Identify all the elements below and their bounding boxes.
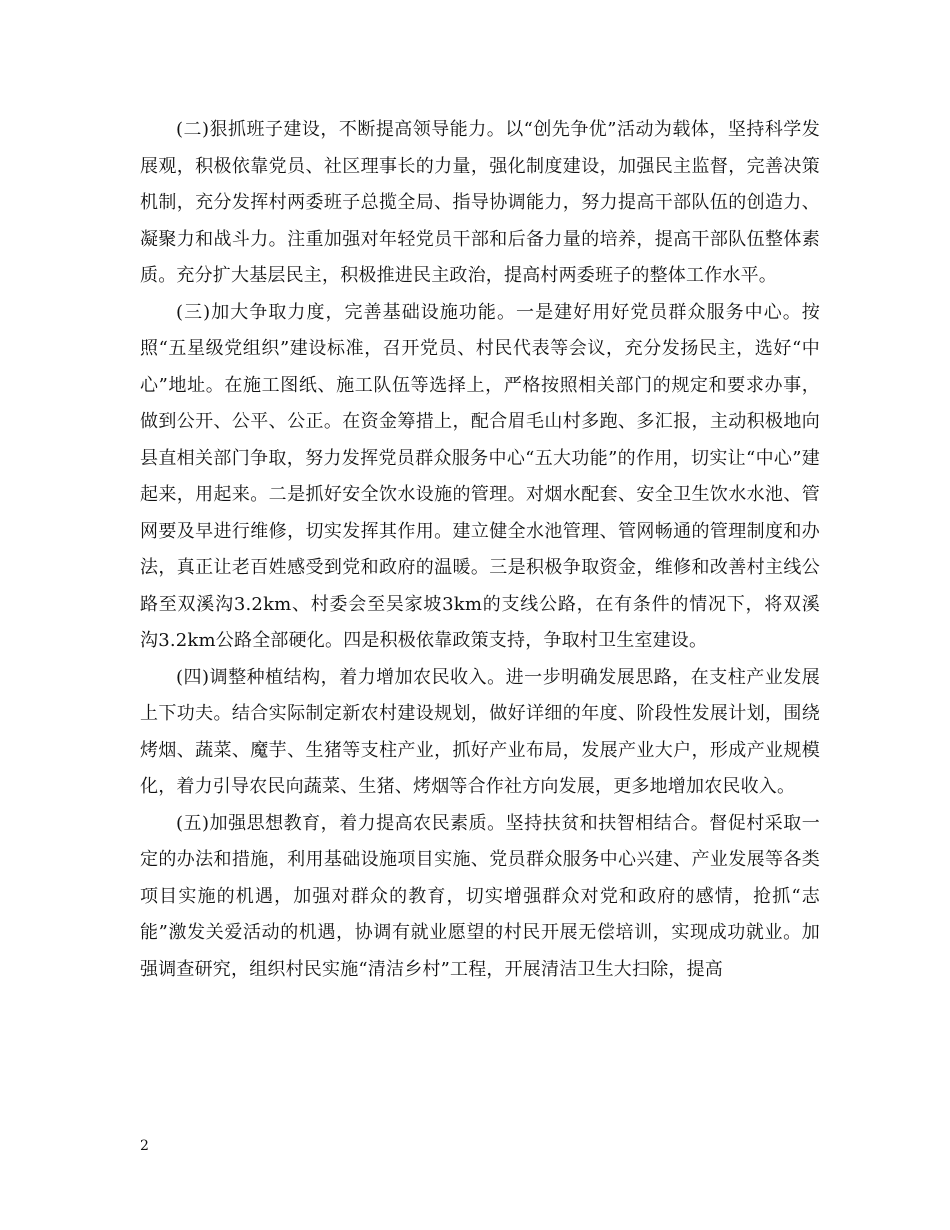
paragraph-3-infrastructure: (三)加大争取力度，完善基础设施功能。一是建好用好党员群众服务中心。按照“五星级党组织”建设标准，召开党员、村民代表等会议，充分发扬民主，选好“中心”地址。在施工图纸、施工队伍等选择上，严格按照相关部门的规定和要求办事，做到公开、公平、公正。在资金筹措上，配合眉毛山村多跑、多汇报，主动积极地向县直相关部门争取，努力发挥党员群众服务中心“五大功能”的作用，切实让“中心”建起来，用起来。二是抓好安全饮水设施的管理。对烟水配套、安全卫生饮水水池、管网要及早进行维修，切实发挥其作用。建立健全水池管理、管网畅通的管理制度和办法，真正让老百姓感受到党和政府的温暖。三是积极争取资金，维修和改善村主线公路至双溪沟3.2km、村委会至吴家坡3km的支线公路，在有条件的情况下，将双溪沟3.2km公路全部硬化。四是积极依靠政策支持，争取村卫生室建设。 bbox=[140, 301, 820, 651]
paragraph-5-education: (五)加强思想教育，着力提高农民素质。坚持扶贫和扶智相结合。督促村采取一定的办法和措施，利用基础设施项目实施、党员群众服务中心兴建、产业发展等各类项目实施的机遇，加强对群众的教育，切实增强群众对党和政府的感情，抢抓“志能”激发关爱活动的机遇，协调有就业愿望的村民开展无偿培训，实现成功就业。加强调查研究，组织村民实施“清洁乡村”工程，开展清洁卫生大扫除，提高 bbox=[140, 812, 820, 980]
document-body bbox=[140, 112, 820, 988]
page-number: 2 bbox=[140, 1138, 149, 1154]
paragraph-4-planting-structure: (四)调整种植结构，着力增加农民收入。进一步明确发展思路，在支柱产业发展上下功夫。结合实际制定新农村建设规划，做好详细的年度、阶段性发展计划，围绕烤烟、蔬菜、魔芋、生猪等支柱产业，抓好产业布局，发展产业大户，形成产业规模化，着力引导农民向蔬菜、生猪、烤烟等合作社方向发展，更多地增加农民收入。 bbox=[140, 666, 820, 797]
paragraph-2-leadership: (二)狠抓班子建设，不断提高领导能力。以“创先争优”活动为载体，坚持科学发展观，积极依靠党员、社区理事长的力量，强化制度建设，加强民主监督，完善决策机制，充分发挥村两委班子总揽全局、指导协调能力，努力提高干部队伍的创造力、凝聚力和战斗力。注重加强对年轻党员干部和后备力量的培养，提高干部队伍整体素质。充分扩大基层民主，积极推进民主政治，提高村两委班子的整体工作水平。 bbox=[140, 119, 820, 286]
